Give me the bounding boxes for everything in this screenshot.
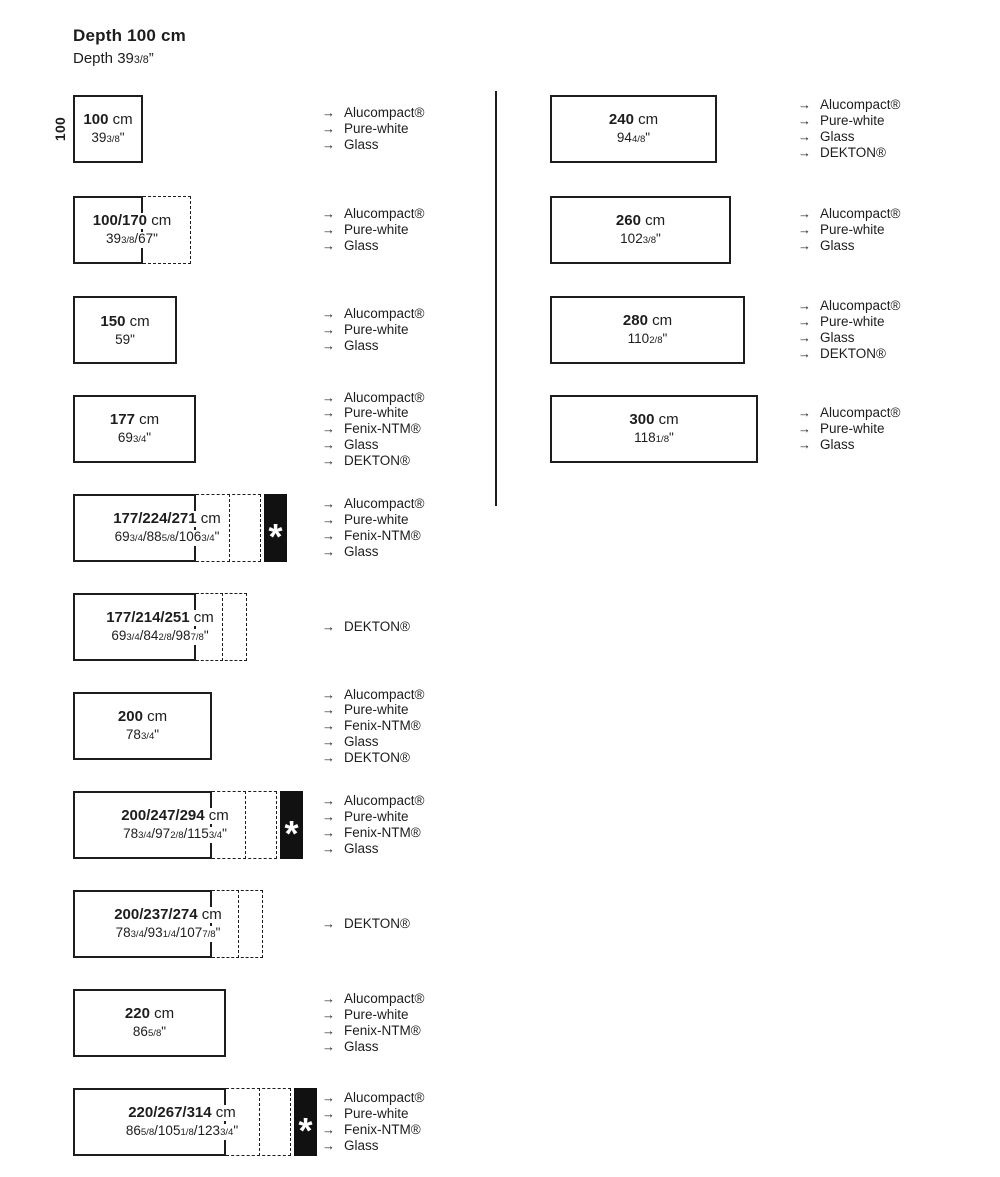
arrow-icon: → (322, 991, 335, 1007)
fraction: 5/8 (161, 532, 176, 544)
size-labels (73, 593, 247, 661)
size-inch-label: 1181/8" (631, 431, 677, 447)
arrow-icon: → (798, 405, 811, 421)
material-name: Glass (820, 436, 855, 452)
size-cm-label: 177/224/271 cm (110, 511, 224, 527)
material-item (322, 991, 424, 1007)
size-inch-label: 944/8" (614, 131, 653, 147)
material-name: Glass (344, 1038, 379, 1054)
material-name: Alucompact® (344, 206, 425, 222)
fraction: 2/8 (649, 334, 663, 346)
material-item (322, 512, 424, 528)
size-cm-label: 280 cm (620, 313, 675, 329)
size-cm-label: 200/237/274 cm (111, 907, 225, 923)
arrow-icon: → (322, 206, 335, 222)
fraction: 3/4 (126, 631, 140, 643)
fraction: 3/4 (201, 532, 215, 544)
size-labels (73, 296, 177, 364)
size-inch-label: 783/4/931/4/1077/8" (113, 926, 224, 942)
size-inch-label: 393/8/67" (103, 232, 161, 248)
size-labels (550, 296, 745, 364)
arrow-icon: → (322, 222, 335, 238)
material-item (322, 390, 424, 406)
size-cm-label: 300 cm (626, 412, 681, 428)
size-option-row (73, 989, 226, 1057)
material-item (322, 1023, 424, 1039)
material-item (322, 222, 424, 238)
arrow-icon: → (798, 345, 811, 361)
material-name: Glass (820, 330, 855, 345)
size-labels (73, 1088, 291, 1156)
arrow-icon: → (322, 916, 335, 932)
materials-list (798, 196, 900, 264)
material-name: Fenix-NTM® (344, 1023, 421, 1038)
arrow-icon: → (322, 496, 335, 512)
arrow-icon: → (322, 121, 335, 137)
material-name: Glass (344, 1137, 379, 1153)
size-inch-label: 693/4" (115, 431, 154, 447)
arrow-icon: → (322, 1038, 335, 1054)
fraction: 7/8 (190, 631, 204, 643)
arrow-icon: → (798, 237, 811, 253)
material-item (322, 1122, 424, 1138)
material-name: Glass (820, 237, 855, 253)
fraction: 2/8 (170, 829, 184, 841)
fraction: 5/8 (140, 1126, 155, 1138)
arrow-icon: → (322, 452, 335, 468)
material-name: Glass (344, 237, 379, 253)
fraction: 3/8 (642, 234, 657, 246)
size-labels (73, 95, 143, 163)
size-inch-label: 783/4" (123, 728, 162, 744)
size-inch-label: 865/8" (130, 1025, 169, 1041)
arrow-icon: → (798, 330, 811, 345)
material-item (322, 238, 424, 254)
material-item (322, 916, 410, 932)
materials-list (322, 196, 424, 264)
asterisk-marker-box: * (280, 791, 303, 859)
size-option-row (73, 95, 143, 163)
materials-list (798, 296, 900, 364)
material-item (798, 206, 900, 222)
material-name: Fenix-NTM® (344, 825, 421, 840)
materials-list (322, 296, 424, 364)
material-name: Pure-white (344, 222, 409, 238)
materials-list (322, 389, 425, 468)
size-inch-label: 1102/8" (625, 332, 671, 348)
arrow-icon: → (322, 389, 335, 405)
material-name: DEKTON® (820, 345, 886, 361)
asterisk-marker-box: * (264, 494, 287, 562)
arrow-icon: → (322, 1023, 335, 1038)
material-item (322, 437, 424, 453)
depth-axis-label (50, 95, 70, 163)
material-name: DEKTON® (344, 619, 410, 635)
arrow-icon: → (322, 1007, 335, 1023)
fraction: 7/8 (202, 928, 216, 940)
material-name: Fenix-NTM® (344, 718, 421, 734)
page-subtitle: Depth 393/8” (73, 50, 154, 67)
fraction: 4/8 (631, 133, 646, 145)
material-item (322, 528, 424, 544)
size-cm-label: 177 cm (107, 412, 162, 428)
arrow-icon: → (322, 421, 335, 437)
fraction: 3/4 (132, 433, 147, 445)
material-item (798, 437, 900, 453)
size-option-row (550, 395, 758, 463)
arrow-icon: → (798, 144, 811, 160)
arrow-icon: → (322, 1137, 335, 1153)
size-labels (73, 989, 226, 1057)
size-cm-label: 200/247/294 cm (118, 808, 232, 824)
fraction: 3/4 (129, 532, 143, 544)
arrow-icon: → (798, 421, 811, 437)
fraction: 5/8 (147, 1027, 162, 1039)
material-name: Pure-white (344, 121, 409, 137)
material-item (798, 113, 900, 129)
size-option-row (73, 593, 247, 661)
size-labels (73, 196, 191, 264)
arrow-icon: → (798, 222, 811, 238)
material-item (798, 314, 900, 330)
material-name: DEKTON® (820, 144, 886, 160)
size-cm-label: 200 cm (115, 709, 170, 725)
fraction: 1/4 (162, 928, 177, 940)
material-item (322, 825, 424, 841)
material-name: Glass (344, 840, 379, 856)
fraction: 3/8 (121, 234, 135, 246)
material-name: Alucompact® (344, 686, 425, 702)
material-item (322, 734, 424, 750)
material-item (322, 1138, 424, 1154)
material-item (322, 405, 424, 421)
material-name: Alucompact® (820, 298, 901, 314)
fraction: 3/8 (106, 133, 120, 145)
material-name: DEKTON® (344, 452, 410, 468)
size-cm-label: 240 cm (606, 112, 661, 128)
fraction: 3/8 (133, 54, 149, 66)
material-name: Alucompact® (344, 793, 425, 809)
arrow-icon: → (322, 405, 335, 421)
material-name: Glass (344, 337, 379, 353)
arrow-icon: → (322, 619, 335, 635)
material-name: Pure-white (820, 314, 885, 330)
size-cm-label: 150 cm (97, 314, 152, 330)
material-item (322, 793, 424, 809)
depth-axis-label-text: 100 (52, 116, 69, 142)
size-option-row (550, 296, 745, 364)
material-name: Glass (820, 129, 855, 144)
material-item (798, 330, 900, 346)
material-name: Alucompact® (344, 1090, 425, 1106)
material-item (322, 544, 424, 560)
arrow-icon: → (322, 1106, 335, 1122)
material-item (322, 322, 424, 338)
material-name: Alucompact® (344, 389, 425, 405)
size-inch-label: 693/4/885/8/1063/4" (112, 530, 223, 546)
arrow-icon: → (322, 543, 335, 559)
material-name: Glass (344, 733, 379, 749)
materials-list (798, 95, 900, 163)
arrow-icon: → (322, 136, 335, 152)
material-name: Alucompact® (344, 991, 425, 1007)
material-name: Pure-white (344, 809, 409, 825)
materials-list (322, 494, 424, 562)
size-labels (73, 791, 277, 859)
material-name: Alucompact® (344, 306, 425, 322)
page-header (73, 26, 186, 69)
material-name: Pure-white (344, 512, 409, 528)
fraction: 3/4 (130, 928, 144, 940)
material-item (322, 619, 410, 635)
material-item (322, 105, 424, 121)
material-name: Pure-white (344, 405, 409, 421)
arrow-icon: → (798, 129, 811, 144)
size-cm-label: 220 cm (122, 1006, 177, 1022)
size-cm-label: 100 cm (80, 112, 135, 128)
size-labels (73, 890, 263, 958)
material-name: Glass (344, 136, 379, 152)
arrow-icon: → (322, 237, 335, 253)
size-cm-label: 260 cm (613, 213, 668, 229)
materials-list (322, 686, 425, 765)
material-name: Glass (344, 436, 379, 452)
size-inch-label: 693/4/842/8/987/8" (108, 629, 211, 645)
arrow-icon: → (798, 298, 811, 314)
size-labels (73, 692, 212, 760)
arrow-icon: → (322, 322, 335, 338)
size-labels (550, 196, 731, 264)
size-labels (73, 494, 261, 562)
material-name: Pure-white (820, 113, 885, 129)
arrow-icon: → (322, 1090, 335, 1106)
materials-list (322, 890, 410, 958)
arrow-icon: → (322, 702, 335, 718)
material-item (798, 97, 900, 113)
asterisk-marker-box: * (294, 1088, 317, 1156)
material-item (322, 206, 424, 222)
material-item (322, 496, 424, 512)
size-labels (550, 395, 758, 463)
size-option-row (73, 791, 303, 859)
material-item (322, 121, 424, 137)
fraction: 3/4 (138, 829, 152, 841)
material-item (322, 1090, 424, 1106)
material-item (322, 421, 424, 437)
arrow-icon: → (322, 809, 335, 825)
material-name: Alucompact® (820, 206, 901, 222)
size-inch-label: 59" (112, 333, 138, 347)
column-divider (495, 91, 497, 506)
arrow-icon: → (322, 306, 335, 322)
fraction: 3/4 (220, 1126, 234, 1138)
size-option-row (73, 1088, 317, 1156)
material-name: Glass (344, 543, 379, 559)
material-item (322, 137, 424, 153)
size-option-row (550, 95, 717, 163)
material-name: Pure-white (344, 322, 409, 338)
arrow-icon: → (322, 840, 335, 856)
material-item (322, 306, 424, 322)
arrow-icon: → (322, 1122, 335, 1137)
material-name: Alucompact® (820, 405, 901, 421)
fraction: 1/8 (180, 1126, 194, 1138)
material-item (322, 702, 424, 718)
size-inch-label: 1023/8" (617, 232, 664, 248)
size-option-row (73, 494, 287, 562)
material-item (322, 718, 424, 734)
size-inch-label: 865/8/1051/8/1233/4" (123, 1124, 241, 1140)
size-cm-label: 100/170 cm (90, 213, 174, 229)
size-labels (550, 95, 717, 163)
size-option-row (73, 196, 191, 264)
arrow-icon: → (322, 718, 335, 734)
materials-list (798, 395, 900, 463)
material-item (322, 453, 424, 469)
arrow-icon: → (798, 314, 811, 330)
material-name: Fenix-NTM® (344, 1122, 421, 1137)
material-name: Alucompact® (344, 105, 425, 121)
materials-list (322, 95, 424, 163)
material-item (798, 238, 900, 254)
page-title: Depth 100 cm (73, 26, 186, 45)
material-item (798, 298, 900, 314)
material-item (798, 222, 900, 238)
fraction: 3/4 (208, 829, 223, 841)
size-option-row (73, 296, 177, 364)
material-item (322, 750, 424, 766)
size-cm-label: 220/267/314 cm (125, 1105, 239, 1121)
material-name: Pure-white (820, 421, 885, 437)
material-item (322, 809, 424, 825)
arrow-icon: → (322, 793, 335, 809)
material-name: Pure-white (344, 1007, 409, 1023)
size-inch-label: 783/4/972/8/1153/4" (120, 827, 230, 843)
material-item (322, 1106, 424, 1122)
arrow-icon: → (322, 105, 335, 121)
material-name: Alucompact® (344, 496, 425, 512)
material-name: Alucompact® (820, 97, 901, 113)
fraction: 1/8 (655, 433, 670, 445)
materials-list (322, 1088, 424, 1156)
material-item (798, 421, 900, 437)
arrow-icon: → (798, 206, 811, 222)
size-cm-label: 177/214/251 cm (103, 610, 217, 626)
fraction: 2/8 (158, 631, 172, 643)
material-name: DEKTON® (344, 749, 410, 765)
material-item (322, 1039, 424, 1055)
size-option-row (550, 196, 731, 264)
arrow-icon: → (322, 825, 335, 840)
material-name: DEKTON® (344, 916, 410, 932)
material-name: Fenix-NTM® (344, 421, 421, 437)
material-item (798, 405, 900, 421)
size-inch-label: 393/8" (88, 131, 127, 147)
materials-list (322, 593, 410, 661)
arrow-icon: → (322, 733, 335, 749)
material-name: Pure-white (820, 222, 885, 238)
arrow-icon: → (798, 97, 811, 113)
fraction: 3/4 (140, 730, 155, 742)
size-option-row (73, 890, 263, 958)
arrow-icon: → (322, 512, 335, 528)
material-item (798, 346, 900, 362)
materials-list (322, 791, 424, 859)
material-item (798, 129, 900, 145)
material-name: Pure-white (344, 702, 409, 718)
material-item (322, 841, 424, 857)
arrow-icon: → (322, 337, 335, 353)
material-item (798, 145, 900, 161)
arrow-icon: → (322, 686, 335, 702)
materials-list (322, 989, 424, 1057)
material-item (322, 687, 424, 703)
arrow-icon: → (322, 436, 335, 452)
arrow-icon: → (798, 436, 811, 452)
material-item (322, 338, 424, 354)
size-option-row (73, 395, 196, 463)
arrow-icon: → (798, 113, 811, 129)
arrow-icon: → (322, 528, 335, 543)
size-option-row (73, 692, 212, 760)
arrow-icon: → (322, 749, 335, 765)
material-name: Pure-white (344, 1106, 409, 1122)
size-labels (73, 395, 196, 463)
material-name: Fenix-NTM® (344, 528, 421, 543)
material-item (322, 1007, 424, 1023)
